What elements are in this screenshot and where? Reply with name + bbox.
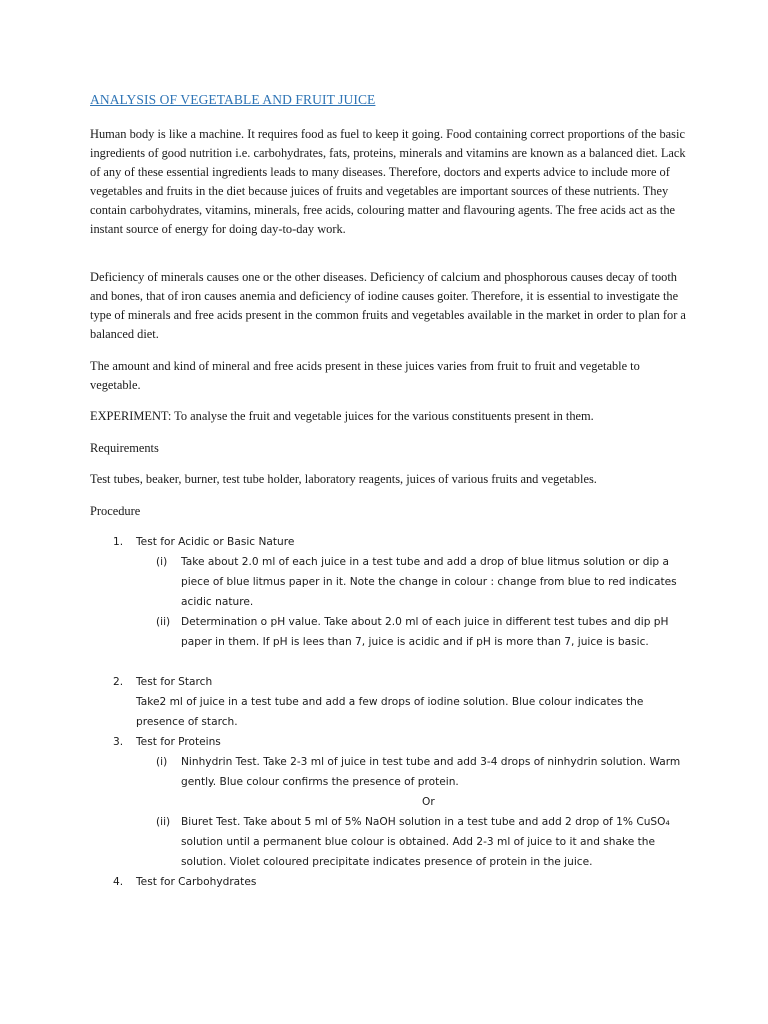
variation-paragraph: The amount and kind of mineral and free acids present in these juices varies from fruit to fruit and vegetable to vegetable.	[90, 359, 640, 392]
subitem-marker: (ii)	[156, 816, 171, 828]
procedure-item-title: Test for Carbohydrates	[136, 876, 257, 888]
procedure-item-title: Test for Starch	[136, 676, 213, 688]
subitem-marker: (ii)	[156, 616, 171, 628]
subitem-text: Determination o pH value. Take about 2.0 ml of each juice in different test tubes and dip pH paper in them. If pH is lees than 7, juice is acidic and if pH is more than 7, juice is basic.	[181, 616, 669, 648]
procedure-item-number: 4.	[113, 876, 124, 888]
document-title: ANALYSIS OF VEGETABLE AND FRUIT JUICE	[90, 92, 376, 107]
subitem-text: Ninhydrin Test. Take 2-3 ml of juice in test tube and add 3-4 drops of ninhydrin solution. Warm gently. Blue colour confirms the presence of protein.	[181, 756, 681, 788]
subitem-marker: (i)	[156, 756, 168, 768]
procedure-item-text: Take2 ml of juice in a test tube and add a few drops of iodine solution. Blue colour indicates the presence of starch.	[136, 696, 644, 728]
subitem-text: Biuret Test. Take about 5 ml of 5% NaOH solution in a test tube and add 2 drop of 1% CuSO₄ solution until a permanent blue colour is obtained. Add 2-3 ml of juice to it and shake the solution. Violet coloured precipitate indicates presence of protein in the juice.	[181, 816, 670, 868]
procedure-item-number: 1.	[113, 536, 124, 548]
requirements-heading: Requirements	[90, 441, 159, 455]
or-separator: Or	[422, 796, 435, 808]
intro-paragraph: Human body is like a machine. It requires food as fuel to keep it going. Food containing correct proportions of the basic ingredients of good nutrition i.e. carbohydrates, fats, proteins, minerals and vitamins are known as a balanced diet. Lack of any of these essential ingredients leads to many diseases. Therefore, doctors and experts advice to include more of vegetables and fruits in the diet because juices of fruits and vegetables are important sources of these nutrients. They contain carbohydrates, vitamins, minerals, free acids, colouring matter and flavouring agents. The free acids act as the instant source of energy for doing day-to-day work.	[90, 127, 686, 236]
subitem-text: Take about 2.0 ml of each juice in a test tube and add a drop of blue litmus solution or dip a piece of blue litmus paper in it. Note the change in colour : change from blue to red indicates acidic nature.	[181, 556, 677, 608]
procedure-heading: Procedure	[90, 504, 141, 518]
experiment-paragraph: EXPERIMENT: To analyse the fruit and vegetable juices for the various constituents present in them.	[90, 409, 594, 423]
procedure-item-number: 3.	[113, 736, 124, 748]
requirements-text: Test tubes, beaker, burner, test tube holder, laboratory reagents, juices of various fruits and vegetables.	[90, 472, 597, 486]
procedure-item-number: 2.	[113, 676, 124, 688]
procedure-item-title: Test for Proteins	[136, 736, 221, 748]
subitem-marker: (i)	[156, 556, 168, 568]
deficiency-paragraph: Deficiency of minerals causes one or the other diseases. Deficiency of calcium and phosphorous causes decay of tooth and bones, that of iron causes anemia and deficiency of iodine causes goiter. Therefore, it is essential to investigate the type of minerals and free acids present in the common fruits and vegetables available in the market in order to plan for a balanced diet.	[90, 270, 686, 341]
procedure-item-title: Test for Acidic or Basic Nature	[136, 536, 295, 548]
